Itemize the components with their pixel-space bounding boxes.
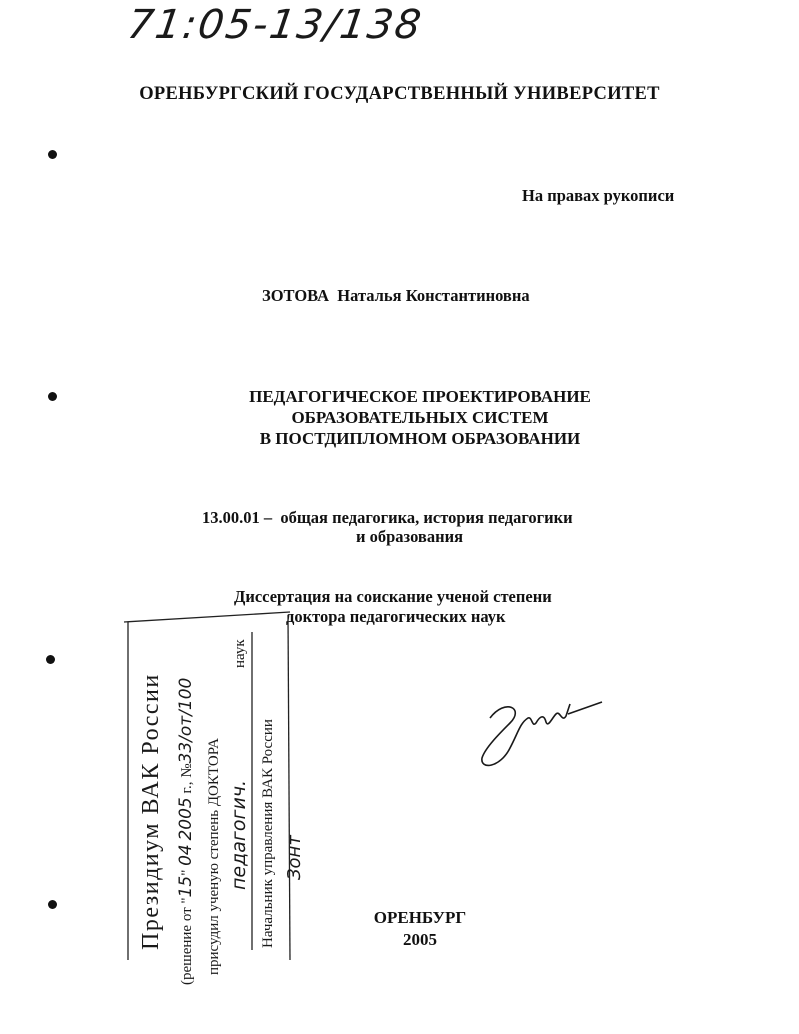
stamp-handwritten-signature: Зонт (284, 835, 305, 880)
title-line: В ПОСТДИПЛОМНОМ ОБРАЗОВАНИИ (259, 429, 581, 448)
manuscript-note: На правах рукописи (522, 186, 675, 205)
stamp-border-line (124, 612, 290, 622)
vak-stamp (0, 0, 360, 1000)
year: 2005 (403, 930, 437, 949)
university-name: ОРЕНБУРГСКИЙ ГОСУДАРСТВЕННЫЙ УНИВЕРСИТЕТ (139, 84, 660, 104)
title-line: ПЕДАГОГИЧЕСКОЕ ПРОЕКТИРОВАНИЕ (249, 387, 591, 406)
specialty-code-line: 13.00.01 – общая педагогика, история педагогики (202, 508, 573, 527)
stamp-line-presidium: Президиум ВАК России (138, 673, 164, 950)
degree-line: Диссертация на соискание ученой степени (234, 587, 552, 606)
stamp-line-degree: присудил ученую степень ДОКТОРА (206, 738, 222, 975)
signature-stroke (482, 702, 602, 765)
degree-line: доктора педагогических наук (286, 607, 506, 626)
city: ОРЕНБУРГ (373, 908, 467, 927)
specialty-name-line: и образования (356, 527, 464, 546)
stamp-line-decision: (решение от "15" 04 2005 г., №33/от/100 (176, 677, 196, 985)
signature (470, 678, 620, 778)
author-name: ЗОТОВА Наталья Константиновна (262, 286, 530, 305)
stamp-line-head: Начальник управления ВАК России (260, 719, 276, 948)
archive-number: 71:05-13/138 (124, 2, 426, 48)
stamp-handwritten-field: педагогич. (228, 779, 250, 890)
title-line: ОБРАЗОВАТЕЛЬНЫХ СИСТЕМ (291, 408, 549, 427)
stamp-line-sciences: наук (232, 639, 248, 668)
